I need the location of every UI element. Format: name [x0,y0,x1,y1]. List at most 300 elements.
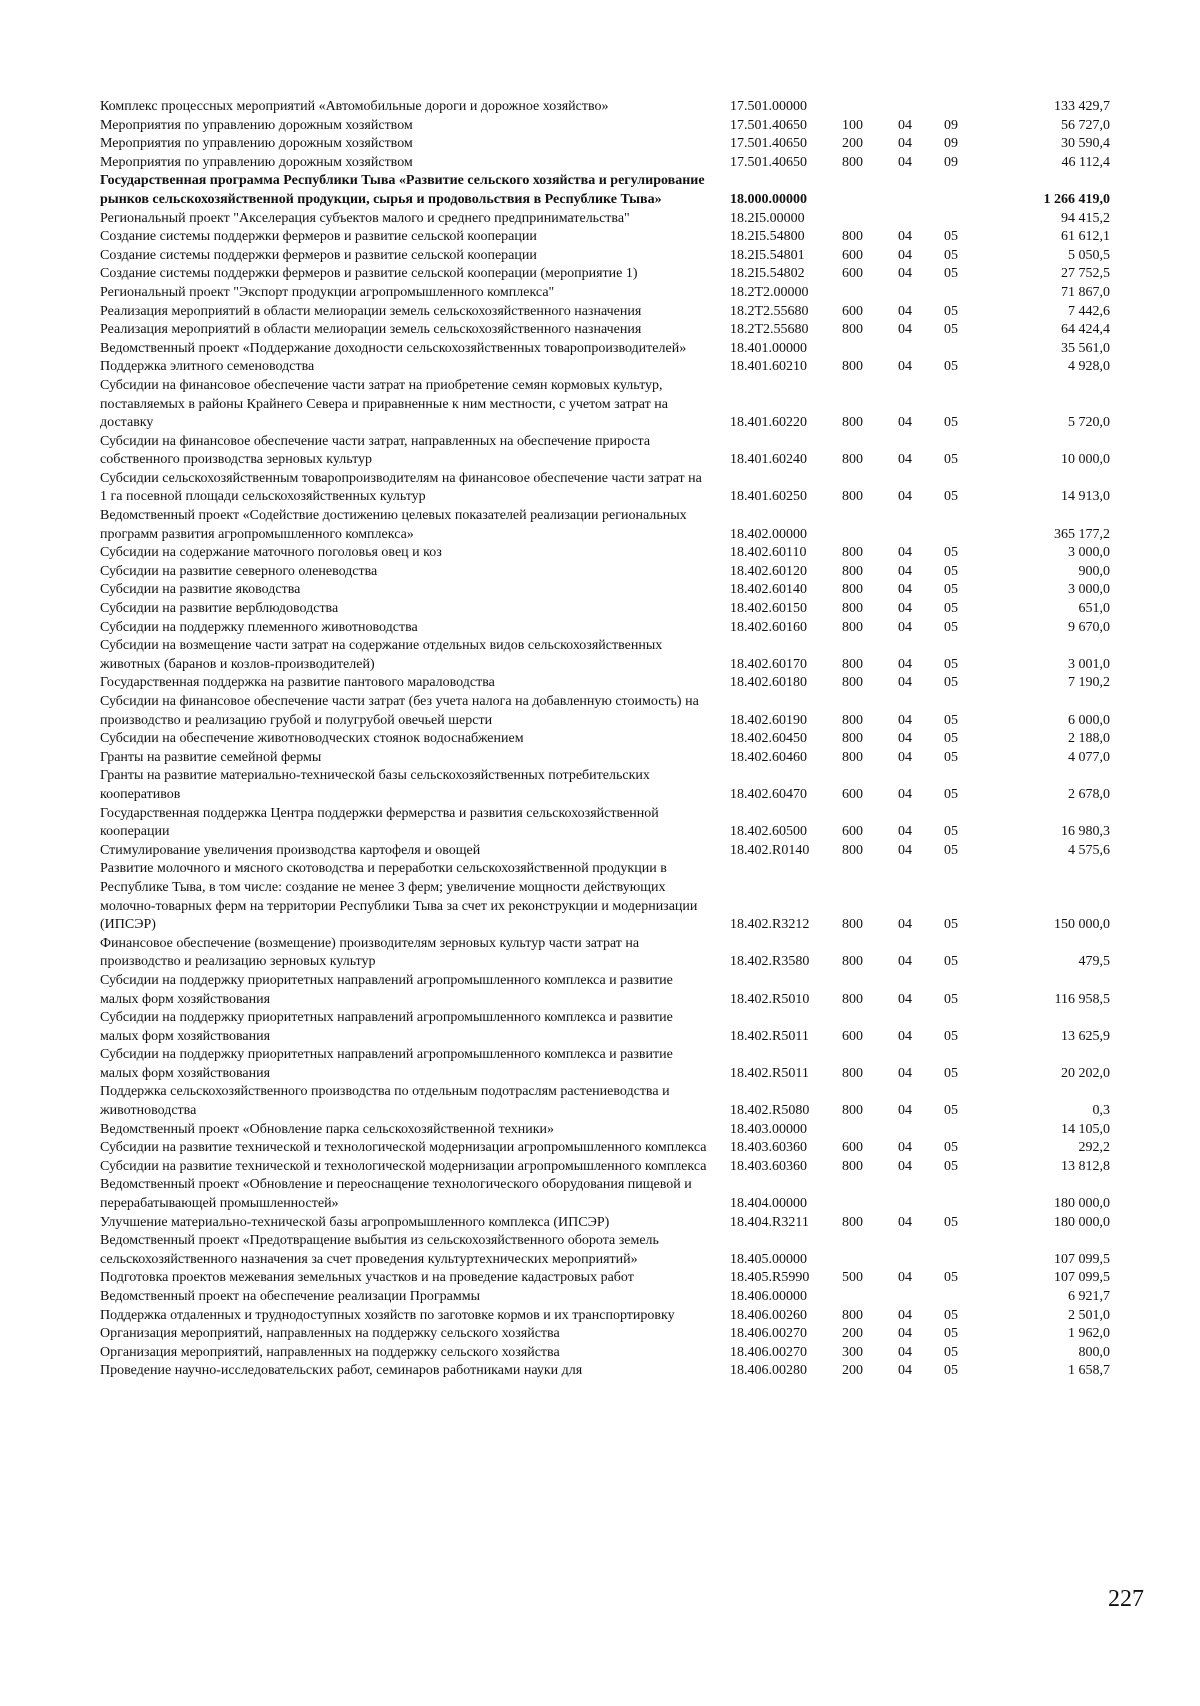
table-row [100,1083,1130,1120]
row-code: 18.402.R5011 [730,1065,809,1081]
row-amount: 1 962,0 [1068,1326,1110,1342]
row-name: Ведомственный проект «Обновление парка сельскохозяйственной техники» [100,1121,555,1137]
row-expense-type: 200 [842,136,863,152]
table-row [100,1158,1130,1177]
row-code: 18.402.60500 [730,824,807,840]
row-subsection: 05 [944,1065,958,1081]
row-expense-type: 200 [842,1326,863,1342]
row-code: 18.2I5.54802 [730,266,805,282]
row-section: 04 [898,954,912,970]
row-expense-type: 800 [842,954,863,970]
row-expense-type: 800 [842,154,863,170]
row-section: 04 [898,582,912,598]
row-name: Субсидии на поддержку приоритетных направлений агропромышленного комплекса и развитие малых форм хозяйствования [100,972,673,1007]
row-name: Проведение научно-исследовательских работ, семинаров работниками науки для [100,1363,583,1379]
row-subsection: 05 [944,415,958,431]
row-section: 04 [898,1103,912,1119]
row-subsection: 05 [944,266,958,282]
row-code: 18.2I5.54800 [730,229,805,245]
row-section: 04 [898,1307,912,1323]
row-code: 18.404.R3211 [730,1214,809,1230]
row-amount: 4 575,6 [1068,842,1110,858]
table-row [100,544,1130,563]
row-expense-type: 800 [842,563,863,579]
row-expense-type: 800 [842,322,863,338]
row-section: 04 [898,842,912,858]
row-amount: 4 077,0 [1068,749,1110,765]
table-row [100,1344,1130,1363]
table-row [100,1307,1130,1326]
row-amount: 133 429,7 [1054,99,1110,114]
row-expense-type: 800 [842,582,863,598]
row-name: Ведомственный проект «Содействие достижению целевых показателей реализации региональных программ развития агропромышленного комплекса» [100,508,687,542]
row-amount: 14 913,0 [1061,489,1110,505]
row-code: 18.402.R3212 [730,917,810,933]
row-subsection: 05 [944,1158,958,1174]
row-name: Региональный проект "Акселерация субъектов малого и среднего предпринимательства" [100,210,630,226]
row-code: 18.406.00280 [730,1363,807,1379]
row-subsection: 05 [944,1103,958,1119]
row-amount: 116 958,5 [1054,991,1110,1007]
table-row [100,1121,1130,1140]
row-section: 04 [898,1214,912,1230]
table-row [100,135,1130,154]
row-subsection: 05 [944,1344,958,1360]
row-amount: 900,0 [1078,563,1110,579]
table-row [100,767,1130,804]
row-name: Ведомственный проект «Предотвращение выбытия из сельскохозяйственного оборота земель сельскохозяйственного назначения за счет проведения культуртехнических мероприятий» [100,1233,659,1267]
row-name: Стимулирование увеличения производства картофеля и овощей [100,842,481,858]
table-row [100,563,1130,582]
row-code: 18.000.00000 [730,191,807,207]
table-row [100,1139,1130,1158]
row-code: 18.401.60250 [730,489,807,505]
row-name: Субсидии на развитие северного оленеводства [100,563,378,579]
row-section: 04 [898,229,912,245]
table-row [100,98,1130,117]
row-section: 04 [898,824,912,840]
table-row [100,117,1130,136]
row-expense-type: 200 [842,1363,863,1379]
row-code: 18.401.60210 [730,359,807,375]
row-name: Мероприятия по управлению дорожным хозяйством [100,136,413,152]
row-amount: 800,0 [1078,1344,1110,1360]
row-code: 18.402.00000 [730,526,807,542]
row-name: Субсидии на обеспечение животноводческих стоянок водоснабжением [100,731,524,747]
row-amount: 46 112,4 [1061,154,1110,170]
row-expense-type: 800 [842,1158,863,1174]
row-code: 18.406.00270 [730,1344,807,1360]
row-amount: 2 188,0 [1068,731,1110,747]
row-amount: 94 415,2 [1061,210,1110,226]
row-amount: 1 266 419,0 [1043,191,1110,207]
table-row [100,228,1130,247]
table-row [100,1176,1130,1213]
row-subsection: 05 [944,917,958,933]
row-amount: 61 612,1 [1061,229,1110,245]
row-code: 18.402.60170 [730,656,807,672]
row-amount: 56 727,0 [1061,117,1110,133]
row-code: 18.401.00000 [730,340,807,356]
row-amount: 651,0 [1078,601,1110,617]
row-code: 17.501.40650 [730,136,807,152]
row-name: Финансовое обеспечение (возмещение) производителям зерновых культур части затрат на производство и реализацию зерновых культур [100,935,640,970]
table-row [100,1046,1130,1083]
table-row [100,1362,1130,1381]
row-code: 18.402.60110 [730,545,807,561]
page-number: 227 [1108,1586,1144,1612]
row-name: Поддержка сельскохозяйственного производства по отдельным подотраслям растениеводства и животноводства [100,1084,670,1119]
row-amount: 5 720,0 [1068,415,1110,431]
row-amount: 3 000,0 [1068,582,1110,598]
row-expense-type: 800 [842,601,863,617]
row-section: 04 [898,563,912,579]
row-code: 18.402.R0140 [730,842,810,858]
row-amount: 10 000,0 [1061,452,1110,468]
row-code: 18.2T2.55680 [730,303,809,319]
row-name: Субсидии на поддержку приоритетных направлений агропромышленного комплекса и развитие малых форм хозяйствования [100,1047,673,1081]
row-amount: 2 678,0 [1068,786,1110,802]
row-name: Гранты на развитие семейной фермы [100,749,322,765]
row-expense-type: 500 [842,1270,863,1286]
table-row [100,1214,1130,1233]
row-name: Субсидии на возмещение части затрат на содержание отдельных видов сельскохозяйственных животных (баранов и козлов-производителей) [100,638,663,672]
row-code: 18.402.R5011 [730,1028,809,1044]
row-amount: 180 000,0 [1054,1196,1110,1212]
row-amount: 16 980,3 [1061,824,1110,840]
row-subsection: 05 [944,1307,958,1323]
table-row [100,1325,1130,1344]
row-amount: 6 000,0 [1068,712,1110,728]
row-amount: 6 921,7 [1068,1289,1110,1304]
row-code: 18.402.60450 [730,731,807,747]
row-expense-type: 800 [842,619,863,635]
row-code: 18.402.60190 [730,712,807,728]
row-subsection: 05 [944,786,958,802]
row-section: 04 [898,303,912,319]
table-row [100,730,1130,749]
row-name: Субсидии на развитие технической и технологической модернизации агропромышленного комплекса [100,1158,707,1174]
row-expense-type: 800 [842,1065,863,1081]
row-subsection: 05 [944,731,958,747]
row-amount: 3 000,0 [1068,545,1110,561]
row-section: 04 [898,749,912,765]
row-amount: 150 000,0 [1054,917,1110,933]
row-code: 18.402.60120 [730,563,807,579]
row-amount: 180 000,0 [1054,1214,1110,1230]
row-expense-type: 100 [842,117,863,133]
row-subsection: 05 [944,359,958,375]
row-section: 04 [898,1363,912,1379]
row-expense-type: 800 [842,1214,863,1230]
budget-table [100,98,1130,1381]
row-section: 04 [898,656,912,672]
row-section: 04 [898,712,912,728]
row-name: Создание системы поддержки фермеров и развитие сельской кооперации (мероприятие 1) [100,266,638,282]
row-subsection: 05 [944,1028,958,1044]
row-expense-type: 600 [842,824,863,840]
row-name: Поддержка элитного семеноводства [100,359,315,375]
row-subsection: 05 [944,991,958,1007]
row-subsection: 05 [944,452,958,468]
row-subsection: 05 [944,582,958,598]
row-expense-type: 800 [842,1307,863,1323]
row-section: 04 [898,489,912,505]
table-row [100,600,1130,619]
row-section: 04 [898,1270,912,1286]
row-expense-type: 800 [842,842,863,858]
row-subsection: 05 [944,545,958,561]
row-name: Мероприятия по управлению дорожным хозяйством [100,117,413,133]
row-code: 18.401.60240 [730,452,807,468]
row-section: 04 [898,675,912,691]
row-amount: 107 099,5 [1054,1251,1110,1267]
row-amount: 1 658,7 [1068,1363,1110,1379]
row-amount: 20 202,0 [1061,1065,1110,1081]
row-code: 18.2I5.54801 [730,247,805,263]
table-row [100,470,1130,507]
row-section: 04 [898,786,912,802]
row-code: 18.403.00000 [730,1121,807,1137]
row-section: 04 [898,545,912,561]
row-section: 04 [898,322,912,338]
row-code: 18.402.60150 [730,601,807,617]
row-expense-type: 800 [842,749,863,765]
row-section: 04 [898,619,912,635]
row-name: Подготовка проектов межевания земельных участков и на проведение кадастровых работ [100,1270,634,1286]
row-amount: 9 670,0 [1068,619,1110,635]
row-amount: 4 928,0 [1068,359,1110,375]
row-name: Субсидии сельскохозяйственным товаропроизводителям на финансовое обеспечение части затрат на 1 га посевной площади сельскохозяйственных культур [100,470,702,505]
row-code: 18.406.00260 [730,1307,807,1323]
row-code: 18.402.60160 [730,619,807,635]
row-amount: 3 001,0 [1068,656,1110,672]
row-expense-type: 800 [842,731,863,747]
row-section: 04 [898,1140,912,1156]
row-name: Создание системы поддержки фермеров и развитие сельской кооперации [100,247,537,263]
row-section: 04 [898,917,912,933]
row-code: 18.405.R5990 [730,1270,810,1286]
row-name: Гранты на развитие материально-технической базы сельскохозяйственных потребительских кооперативов [100,768,650,802]
table-row [100,210,1130,229]
table-row [100,1269,1130,1288]
table-row [100,637,1130,674]
row-subsection: 05 [944,489,958,505]
row-name: Улучшение материально-технической базы агропромышленного комплекса (ИПСЭР) [100,1214,610,1230]
row-subsection: 05 [944,712,958,728]
row-name: Создание системы поддержки фермеров и развитие сельской кооперации [100,229,537,245]
row-section: 04 [898,136,912,152]
row-section: 04 [898,1326,912,1342]
row-amount: 30 590,4 [1061,136,1110,152]
row-expense-type: 600 [842,266,863,282]
row-code: 18.403.60360 [730,1140,807,1156]
row-subsection: 05 [944,601,958,617]
table-row [100,1288,1130,1307]
row-amount: 7 442,6 [1068,303,1110,319]
table-row [100,303,1130,322]
row-name: Поддержка отдаленных и труднодоступных хозяйств по заготовке кормов и их транспортировку [100,1307,675,1323]
row-name: Развитие молочного и мясного скотоводства и переработки сельскохозяйственной продукции в Республике Тыва, в том числе: создание не менее 3 ферм; увеличение мощности действующих молочно-товарных ферм на территории Республики Тыва за счет их реконструкции и модернизации (ИПСЭР) [100,861,698,933]
table-row [100,247,1130,266]
row-name: Реализация мероприятий в области мелиорации земель сельскохозяйственного назначения [100,303,642,319]
row-section: 04 [898,154,912,170]
row-section: 04 [898,247,912,263]
row-subsection: 05 [944,322,958,338]
row-amount: 7 190,2 [1068,675,1110,691]
table-row [100,935,1130,972]
row-code: 18.402.R5010 [730,991,810,1007]
row-name: Реализация мероприятий в области мелиорации земель сельскохозяйственного назначения [100,322,642,338]
row-name: Субсидии на финансовое обеспечение части затрат на приобретение семян кормовых культур, поставляемых в районы Крайнего Севера и приравненные к ним местности, с учетом затрат на доставку [100,377,668,431]
row-expense-type: 600 [842,786,863,802]
row-amount: 13 812,8 [1061,1158,1110,1174]
row-name: Субсидии на развитие верблюдоводства [100,601,339,617]
row-code: 18.402.R3580 [730,954,810,970]
row-subsection: 05 [944,954,958,970]
row-name: Субсидии на развитие технической и технологической модернизации агропромышленного комплекса [100,1140,707,1156]
row-section: 04 [898,415,912,431]
row-section: 04 [898,266,912,282]
row-name: Государственная программа Республики Тыва «Развитие сельского хозяйства и регулирование рынков сельскохозяйственной продукции, сырья и продовольствия в Республике Тыва» [100,173,705,207]
row-amount: 0,3 [1092,1103,1110,1119]
row-code: 18.403.60360 [730,1158,807,1174]
row-subsection: 05 [944,1214,958,1230]
row-amount: 2 501,0 [1068,1307,1110,1323]
row-subsection: 09 [944,136,958,152]
row-code: 18.402.R5080 [730,1103,810,1119]
row-code: 18.402.60180 [730,675,807,691]
table-row [100,377,1130,433]
row-amount: 5 050,5 [1068,247,1110,263]
row-amount: 107 099,5 [1054,1270,1110,1286]
table-row [100,674,1130,693]
row-section: 04 [898,1028,912,1044]
row-subsection: 09 [944,117,958,133]
row-name: Мероприятия по управлению дорожным хозяйством [100,154,413,170]
row-subsection: 05 [944,824,958,840]
table-row [100,860,1130,934]
row-code: 18.406.00000 [730,1289,807,1304]
row-name: Субсидии на финансовое обеспечение части затрат, направленных на обеспечение прироста собственного производства зерновых культур [100,433,651,468]
row-code: 17.501.00000 [730,99,807,114]
row-subsection: 05 [944,656,958,672]
row-amount: 14 105,0 [1061,1121,1110,1137]
table-row [100,265,1130,284]
row-section: 04 [898,991,912,1007]
row-code: 18.404.00000 [730,1196,807,1212]
row-expense-type: 600 [842,1140,863,1156]
table-row [100,805,1130,842]
table-row [100,321,1130,340]
row-subsection: 05 [944,303,958,319]
table-row [100,972,1130,1009]
row-code: 18.402.60470 [730,786,807,802]
row-expense-type: 800 [842,656,863,672]
row-expense-type: 800 [842,1103,863,1119]
table-row [100,749,1130,768]
row-subsection: 05 [944,1270,958,1286]
row-amount: 27 752,5 [1061,266,1110,282]
row-name: Организация мероприятий, направленных на поддержку сельского хозяйства [100,1326,560,1342]
table-row [100,358,1130,377]
row-subsection: 05 [944,619,958,635]
row-expense-type: 600 [842,247,863,263]
table-row [100,619,1130,638]
row-amount: 365 177,2 [1054,526,1110,542]
row-subsection: 05 [944,749,958,765]
table-row [100,172,1130,209]
row-subsection: 09 [944,154,958,170]
row-section: 04 [898,601,912,617]
row-name: Государственная поддержка на развитие пантового мараловодства [100,675,495,691]
row-subsection: 05 [944,1326,958,1342]
row-expense-type: 600 [842,303,863,319]
row-amount: 71 867,0 [1061,284,1110,300]
row-code: 18.402.60140 [730,582,807,598]
table-row [100,693,1130,730]
row-expense-type: 300 [842,1344,863,1360]
row-code: 18.402.60460 [730,749,807,765]
row-amount: 479,5 [1078,954,1110,970]
row-section: 04 [898,1065,912,1081]
row-subsection: 05 [944,842,958,858]
row-amount: 292,2 [1078,1140,1110,1156]
row-code: 17.501.40650 [730,154,807,170]
row-subsection: 05 [944,229,958,245]
row-name: Субсидии на финансовое обеспечение части затрат (без учета налога на добавленную стоимость) на производство и реализацию грубой и полугрубой овечьей шерсти [100,694,699,728]
table-row [100,507,1130,544]
row-code: 18.2T2.55680 [730,322,809,338]
row-section: 04 [898,117,912,133]
row-expense-type: 800 [842,545,863,561]
row-expense-type: 800 [842,452,863,468]
row-name: Ведомственный проект на обеспечение реализации Программы [100,1289,480,1304]
row-section: 04 [898,359,912,375]
table-row [100,154,1130,173]
row-subsection: 05 [944,675,958,691]
row-code: 17.501.40650 [730,117,807,133]
row-name: Субсидии на развитие яководства [100,582,301,598]
row-amount: 13 625,9 [1061,1028,1110,1044]
row-code: 18.405.00000 [730,1251,807,1267]
row-subsection: 05 [944,563,958,579]
row-amount: 35 561,0 [1061,340,1110,356]
row-expense-type: 800 [842,415,863,431]
row-code: 18.401.60220 [730,415,807,431]
row-expense-type: 600 [842,1028,863,1044]
row-expense-type: 800 [842,917,863,933]
row-section: 04 [898,1158,912,1174]
table-row [100,842,1130,861]
row-amount: 64 424,4 [1061,322,1110,338]
table-row [100,1009,1130,1046]
row-name: Субсидии на поддержку приоритетных направлений агропромышленного комплекса и развитие малых форм хозяйствования [100,1010,673,1044]
row-name: Комплекс процессных мероприятий «Автомобильные дороги и дорожное хозяйство» [100,99,609,114]
row-section: 04 [898,1344,912,1360]
row-expense-type: 800 [842,712,863,728]
row-expense-type: 800 [842,675,863,691]
row-section: 04 [898,731,912,747]
row-code: 18.2I5.00000 [730,210,805,226]
row-name: Субсидии на поддержку племенного животноводства [100,619,418,635]
row-code: 18.2T2.00000 [730,284,809,300]
row-name: Ведомственный проект «Поддержание доходности сельскохозяйственных товаропроизводителей» [100,340,687,356]
row-subsection: 05 [944,247,958,263]
row-name: Субсидии на содержание маточного поголовья овец и коз [100,545,442,561]
row-expense-type: 800 [842,991,863,1007]
table-row [100,433,1130,470]
